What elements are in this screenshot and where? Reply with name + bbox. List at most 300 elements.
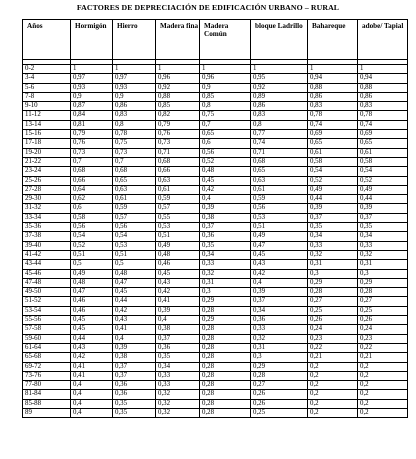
table-row — [23, 157, 408, 166]
table-cell: 0,45 — [71, 316, 113, 325]
table-cell: 0,86 — [113, 102, 156, 111]
table-cell: 0,65 — [113, 176, 156, 185]
table-cell: 0,83 — [308, 102, 358, 111]
table-cell: 0,47 — [251, 241, 308, 250]
table-cell: 0,87 — [71, 102, 113, 111]
table-cell: 0,28 — [200, 408, 251, 417]
table-cell: 0,38 — [200, 213, 251, 222]
table-row — [23, 120, 408, 129]
table-cell: 0,83 — [113, 111, 156, 120]
table-cell: 0,42 — [71, 353, 113, 362]
table-cell: 0,53 — [113, 241, 156, 250]
table-cell: 0,4 — [200, 195, 251, 204]
table-cell: 0,61 — [308, 148, 358, 157]
table-cell: 0,63 — [156, 176, 200, 185]
table-cell: 0,36 — [113, 381, 156, 390]
table-cell: 0,27 — [308, 297, 358, 306]
table-cell: 0,32 — [251, 334, 308, 343]
table-cell: 0,59 — [251, 195, 308, 204]
table-cell: 1 — [200, 65, 251, 74]
row-years-cell: 61-64 — [23, 343, 71, 352]
table-cell: 0,6 — [200, 139, 251, 148]
table-cell: 0,92 — [251, 83, 308, 92]
column-header-hormigon: Hormigón — [71, 20, 113, 60]
table-cell: 0,44 — [308, 195, 358, 204]
table-cell: 0,32 — [358, 250, 408, 259]
table-cell: 1 — [308, 65, 358, 74]
row-years-cell: 3-4 — [23, 74, 71, 83]
table-cell: 0,54 — [308, 167, 358, 176]
table-cell: 0,59 — [113, 204, 156, 213]
table-cell: 0,2 — [358, 399, 408, 408]
table-cell: 0,65 — [358, 139, 408, 148]
table-cell: 0,49 — [358, 185, 408, 194]
row-years-cell: 23-24 — [23, 167, 71, 176]
column-header-adobe-tapial: adobe/ Tapial — [358, 20, 408, 60]
row-years-cell: 19-20 — [23, 148, 71, 157]
row-years-cell: 49-50 — [23, 288, 71, 297]
row-years-cell: 39-40 — [23, 241, 71, 250]
table-cell: 0,52 — [308, 176, 358, 185]
table-cell: 0,24 — [358, 325, 408, 334]
table-cell: 0,3 — [251, 353, 308, 362]
table-cell: 0,51 — [71, 250, 113, 259]
table-cell: 1 — [358, 65, 408, 74]
table-cell: 0,4 — [251, 278, 308, 287]
table-cell: 0,3 — [200, 288, 251, 297]
table-cell: 0,66 — [71, 176, 113, 185]
column-header-madera-comun: Madera Común — [200, 20, 251, 60]
table-row — [23, 148, 408, 157]
table-row — [23, 250, 408, 259]
table-row — [23, 362, 408, 371]
row-years-cell: 17-18 — [23, 139, 71, 148]
table-cell: 0,36 — [251, 316, 308, 325]
table-cell: 0,28 — [200, 306, 251, 315]
table-cell: 0,42 — [251, 269, 308, 278]
table-cell: 0,78 — [113, 130, 156, 139]
table-cell: 0,48 — [113, 269, 156, 278]
table-cell: 0,68 — [71, 167, 113, 176]
table-row — [23, 241, 408, 250]
table-cell: 0,45 — [200, 176, 251, 185]
table-cell: 1 — [113, 65, 156, 74]
table-cell: 0,52 — [200, 157, 251, 166]
table-cell: 0,45 — [113, 288, 156, 297]
table-cell: 0,4 — [71, 390, 113, 399]
table-cell: 0,88 — [308, 83, 358, 92]
table-cell: 0,22 — [358, 343, 408, 352]
table-cell: 0,8 — [200, 102, 251, 111]
table-cell: 0,39 — [200, 204, 251, 213]
table-row — [23, 325, 408, 334]
table-cell: 0,54 — [113, 232, 156, 241]
table-row — [23, 297, 408, 306]
column-header-anos: Años — [23, 20, 71, 60]
table-cell: 0,32 — [200, 269, 251, 278]
table-cell: 0,29 — [200, 297, 251, 306]
table-cell: 0,48 — [156, 250, 200, 259]
table-cell: 0,7 — [71, 157, 113, 166]
table-row — [23, 269, 408, 278]
table-cell: 0,48 — [200, 167, 251, 176]
row-years-cell: 7-8 — [23, 92, 71, 101]
table-cell: 1 — [71, 65, 113, 74]
table-cell: 0,77 — [251, 130, 308, 139]
table-cell: 0,97 — [71, 74, 113, 83]
depreciation-table — [22, 19, 408, 418]
table-row — [23, 232, 408, 241]
row-years-cell: 41-42 — [23, 250, 71, 259]
table-cell: 0,2 — [308, 408, 358, 417]
table-row — [23, 74, 408, 83]
row-years-cell: 11-12 — [23, 111, 71, 120]
table-cell: 0,3 — [308, 269, 358, 278]
table-cell: 0,48 — [71, 278, 113, 287]
table-row — [23, 353, 408, 362]
table-cell: 0,32 — [156, 390, 200, 399]
column-header-madera-fina: Madera fina — [156, 20, 200, 60]
table-cell: 0,45 — [156, 269, 200, 278]
table-cell: 0,32 — [156, 408, 200, 417]
table-cell: 0,42 — [113, 306, 156, 315]
table-cell: 0,45 — [71, 325, 113, 334]
table-cell: 0,31 — [358, 260, 408, 269]
table-cell: 0,68 — [156, 157, 200, 166]
table-cell: 0,36 — [113, 390, 156, 399]
table-row — [23, 65, 408, 74]
table-cell: 0,37 — [113, 371, 156, 380]
table-cell: 0,23 — [358, 334, 408, 343]
table-cell: 0,82 — [156, 111, 200, 120]
row-years-cell: 89 — [23, 408, 71, 417]
table-cell: 0,89 — [251, 92, 308, 101]
table-cell: 0,81 — [71, 120, 113, 129]
table-cell: 0,2 — [358, 371, 408, 380]
table-cell: 0,22 — [308, 343, 358, 352]
table-cell: 0,28 — [358, 288, 408, 297]
table-cell: 0,63 — [251, 176, 308, 185]
table-cell: 0,51 — [156, 232, 200, 241]
table-cell: 0,29 — [251, 362, 308, 371]
table-cell: 0,9 — [200, 83, 251, 92]
row-years-cell: 15-16 — [23, 130, 71, 139]
table-cell: 0,39 — [308, 204, 358, 213]
table-cell: 0,4 — [156, 316, 200, 325]
table-cell: 0,5 — [71, 260, 113, 269]
row-years-cell: 0-2 — [23, 65, 71, 74]
table-cell: 0,25 — [358, 306, 408, 315]
table-cell: 0,75 — [200, 111, 251, 120]
row-years-cell: 5-6 — [23, 83, 71, 92]
table-cell: 0,34 — [200, 250, 251, 259]
table-cell: 0,42 — [156, 288, 200, 297]
table-cell: 0,26 — [251, 390, 308, 399]
table-cell: 0,39 — [156, 306, 200, 315]
row-years-cell: 77-80 — [23, 381, 71, 390]
table-cell: 0,25 — [251, 408, 308, 417]
table-cell: 0,2 — [308, 399, 358, 408]
table-cell: 0,37 — [358, 213, 408, 222]
row-years-cell: 47-48 — [23, 278, 71, 287]
table-cell: 0,33 — [251, 325, 308, 334]
table-cell: 0,85 — [200, 92, 251, 101]
table-cell: 0,6 — [71, 204, 113, 213]
table-cell: 0,28 — [200, 390, 251, 399]
table-cell: 0,46 — [71, 297, 113, 306]
table-cell: 0,36 — [200, 232, 251, 241]
table-cell: 0,43 — [71, 343, 113, 352]
table-cell: 0,35 — [113, 399, 156, 408]
table-row — [23, 102, 408, 111]
table-cell: 0,84 — [71, 111, 113, 120]
table-cell: 0,2 — [308, 381, 358, 390]
table-cell: 0,76 — [71, 139, 113, 148]
table-cell: 0,74 — [308, 120, 358, 129]
table-cell: 0,31 — [308, 260, 358, 269]
table-cell: 0,86 — [358, 92, 408, 101]
table-cell: 0,39 — [251, 288, 308, 297]
table-cell: 0,7 — [200, 120, 251, 129]
row-years-cell: 59-60 — [23, 334, 71, 343]
table-cell: 0,28 — [251, 371, 308, 380]
table-cell: 0,45 — [251, 250, 308, 259]
table-cell: 0,28 — [200, 362, 251, 371]
table-cell: 0,56 — [113, 223, 156, 232]
table-cell: 0,86 — [251, 102, 308, 111]
table-row — [23, 334, 408, 343]
table-row — [23, 130, 408, 139]
table-cell: 0,35 — [156, 353, 200, 362]
table-cell: 0,5 — [113, 260, 156, 269]
table-row — [23, 185, 408, 194]
row-years-cell: 33-34 — [23, 213, 71, 222]
table-cell: 0,32 — [156, 399, 200, 408]
table-cell: 0,75 — [113, 139, 156, 148]
table-cell: 0,83 — [358, 102, 408, 111]
table-cell: 0,28 — [200, 325, 251, 334]
row-years-cell: 43-44 — [23, 260, 71, 269]
row-years-cell: 73-76 — [23, 371, 71, 380]
table-cell: 0,74 — [358, 120, 408, 129]
table-cell: 0,35 — [200, 241, 251, 250]
table-cell: 0,4 — [113, 334, 156, 343]
table-cell: 0,27 — [251, 381, 308, 390]
table-cell: 0,35 — [308, 223, 358, 232]
table-row — [23, 371, 408, 380]
table-row — [23, 83, 408, 92]
table-cell: 0,49 — [251, 232, 308, 241]
table-cell: 0,86 — [308, 92, 358, 101]
table-cell: 0,38 — [113, 353, 156, 362]
table-cell: 0,88 — [358, 83, 408, 92]
row-years-cell: 57-58 — [23, 325, 71, 334]
table-cell: 0,68 — [251, 157, 308, 166]
table-cell: 0,4 — [71, 381, 113, 390]
table-cell: 0,79 — [156, 120, 200, 129]
column-header-hierro: Hierro — [113, 20, 156, 60]
row-years-cell: 13-14 — [23, 120, 71, 129]
table-cell: 0,43 — [156, 278, 200, 287]
table-cell: 0,96 — [156, 74, 200, 83]
table-cell: 0,38 — [156, 325, 200, 334]
table-cell: 0,62 — [71, 195, 113, 204]
table-cell: 0,37 — [251, 297, 308, 306]
table-cell: 0,28 — [200, 399, 251, 408]
column-header-bahareque: Bahareque — [308, 20, 358, 60]
table-cell: 0,58 — [71, 213, 113, 222]
table-row — [23, 306, 408, 315]
table-cell: 0,21 — [308, 353, 358, 362]
table-body — [23, 60, 408, 418]
table-header-row — [23, 20, 408, 60]
table-cell: 0,78 — [308, 111, 358, 120]
table-cell: 0,29 — [200, 316, 251, 325]
table-cell: 0,2 — [358, 362, 408, 371]
table-cell: 0,26 — [308, 316, 358, 325]
table-cell: 0,47 — [71, 288, 113, 297]
table-cell: 0,71 — [251, 148, 308, 157]
table-cell: 0,42 — [200, 185, 251, 194]
table-cell: 0,41 — [71, 362, 113, 371]
table-row — [23, 111, 408, 120]
table-cell: 0,54 — [358, 167, 408, 176]
table-cell: 0,31 — [200, 278, 251, 287]
table-cell: 0,56 — [71, 223, 113, 232]
table-cell: 0,2 — [358, 381, 408, 390]
table-cell: 0,8 — [113, 120, 156, 129]
table-cell: 0,73 — [71, 148, 113, 157]
table-cell: 0,3 — [358, 269, 408, 278]
row-years-cell: 81-84 — [23, 390, 71, 399]
table-cell: 0,63 — [113, 185, 156, 194]
table-cell: 0,44 — [71, 334, 113, 343]
table-cell: 0,37 — [200, 223, 251, 232]
table-cell: 0,9 — [113, 92, 156, 101]
table-cell: 0,34 — [251, 306, 308, 315]
row-years-cell: 55-56 — [23, 316, 71, 325]
table-cell: 0,39 — [113, 343, 156, 352]
table-cell: 0,28 — [308, 288, 358, 297]
document-title: FACTORES DE DEPRECIACIÓN DE EDIFICACIÓN URBANO – RURAL — [76, 3, 340, 12]
table-cell: 0,65 — [308, 139, 358, 148]
table-row — [23, 381, 408, 390]
table-cell: 0,55 — [156, 213, 200, 222]
table-cell: 0,41 — [71, 371, 113, 380]
row-years-cell: 31-32 — [23, 204, 71, 213]
table-cell: 0,39 — [358, 204, 408, 213]
table-cell: 0,51 — [251, 223, 308, 232]
column-header-bloque-ladrillo: bloque Ladrillo — [251, 20, 308, 60]
table-cell: 0,32 — [308, 250, 358, 259]
table-cell: 0,36 — [156, 343, 200, 352]
row-years-cell: 9-10 — [23, 102, 71, 111]
table-row — [23, 139, 408, 148]
table-cell: 0,64 — [71, 185, 113, 194]
table-cell: 0,61 — [251, 185, 308, 194]
table-cell: 0,21 — [358, 353, 408, 362]
table-cell: 0,61 — [358, 148, 408, 157]
table-cell: 0,56 — [251, 204, 308, 213]
table-cell: 0,44 — [113, 297, 156, 306]
table-cell: 0,51 — [113, 250, 156, 259]
table-cell: 0,9 — [71, 92, 113, 101]
table-row — [23, 223, 408, 232]
table-cell: 0,52 — [71, 241, 113, 250]
table-cell: 0,78 — [358, 111, 408, 120]
table-cell: 0,49 — [308, 185, 358, 194]
table-row — [23, 343, 408, 352]
table-cell: 0,54 — [71, 232, 113, 241]
table-cell: 0,57 — [156, 204, 200, 213]
table-cell: 0,46 — [71, 306, 113, 315]
table-row — [23, 278, 408, 287]
row-years-cell: 45-46 — [23, 269, 71, 278]
row-years-cell: 21-22 — [23, 157, 71, 166]
table-cell: 0,29 — [308, 278, 358, 287]
table-cell: 0,65 — [251, 167, 308, 176]
table-cell: 0,71 — [156, 148, 200, 157]
row-years-cell: 27-28 — [23, 185, 71, 194]
table-cell: 0,79 — [71, 130, 113, 139]
table-cell: 0,28 — [200, 371, 251, 380]
table-cell: 0,43 — [251, 260, 308, 269]
table-cell: 0,94 — [358, 74, 408, 83]
row-years-cell: 65-68 — [23, 353, 71, 362]
table-cell: 0,94 — [308, 74, 358, 83]
table-cell: 0,47 — [113, 278, 156, 287]
row-years-cell: 53-54 — [23, 306, 71, 315]
table-cell: 0,25 — [308, 306, 358, 315]
table-cell: 0,24 — [308, 325, 358, 334]
table-cell: 0,95 — [251, 74, 308, 83]
table-cell: 0,52 — [358, 176, 408, 185]
table-cell: 0,92 — [156, 83, 200, 92]
table-cell: 0,46 — [156, 260, 200, 269]
table-cell: 0,26 — [358, 316, 408, 325]
table-cell: 0,28 — [200, 343, 251, 352]
table-cell: 0,33 — [200, 260, 251, 269]
table-cell: 0,69 — [308, 130, 358, 139]
table-cell: 0,37 — [156, 334, 200, 343]
table-cell: 0,33 — [308, 241, 358, 250]
table-cell: 0,34 — [156, 362, 200, 371]
table-cell: 0,33 — [358, 241, 408, 250]
table-cell: 0,73 — [113, 148, 156, 157]
table-cell: 0,37 — [308, 213, 358, 222]
table-cell: 0,85 — [156, 102, 200, 111]
table-cell: 0,8 — [251, 120, 308, 129]
table-cell: 0,66 — [156, 167, 200, 176]
table-cell: 0,69 — [358, 130, 408, 139]
table-cell: 0,41 — [156, 297, 200, 306]
table-cell: 0,53 — [251, 213, 308, 222]
table-cell: 0,65 — [200, 130, 251, 139]
row-years-cell: 85-88 — [23, 399, 71, 408]
table-cell: 0,2 — [358, 408, 408, 417]
table-cell: 0,73 — [156, 139, 200, 148]
table-cell: 0,58 — [308, 157, 358, 166]
table-cell: 0,97 — [113, 74, 156, 83]
table-cell: 0,93 — [113, 83, 156, 92]
table-row — [23, 176, 408, 185]
table-cell: 0,34 — [308, 232, 358, 241]
table-cell: 0,26 — [251, 399, 308, 408]
table-cell: 0,49 — [156, 241, 200, 250]
table-cell: 0,83 — [251, 111, 308, 120]
row-years-cell: 25-26 — [23, 176, 71, 185]
table-row — [23, 260, 408, 269]
